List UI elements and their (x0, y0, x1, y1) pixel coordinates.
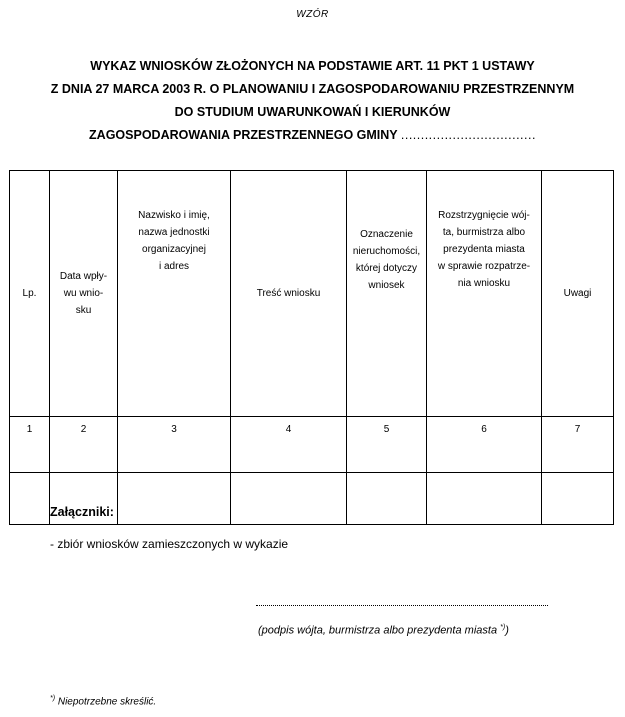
attachment-item: - zbiór wniosków zamieszczonych w wykazie (50, 537, 289, 551)
column-number: 4 (231, 417, 347, 473)
signature-caption-text: (podpis wójta, burmistrza albo prezydenta miasta (258, 624, 498, 637)
footnote (50, 695, 156, 707)
column-number: 3 (118, 417, 231, 473)
column-number: 2 (50, 417, 118, 473)
document-title (0, 55, 625, 147)
header-line: Data wpły- (59, 271, 108, 282)
header-line: Rozstrzygnięcie wój- (438, 210, 530, 221)
title-line-2: Z DNIA 27 MARCA 2003 R. O PLANOWANIU I ZAGOSPODAROWANIU PRZESTRZENNYM (50, 82, 575, 96)
column-number: 5 (347, 417, 427, 473)
header-line: której dotyczy (355, 263, 418, 274)
header-line: i adres (158, 261, 189, 272)
header-line: Nazwisko i imię, (138, 210, 210, 221)
header-line: Lp. (22, 288, 37, 299)
table-cell (347, 473, 427, 525)
header-line: Oznaczenie (360, 229, 413, 240)
footnote-text: Niepotrzebne skreślić. (55, 696, 157, 708)
title-line-1: WYKAZ WNIOSKÓW ZŁOŻONYCH NA PODSTAWIE ART. 11 PKT 1 USTAWY (90, 59, 535, 73)
title-line-3: DO STUDIUM UWARUNKOWAŃ I KIERUNKÓW (174, 105, 451, 119)
signature-caption (258, 624, 509, 637)
title-line-4-text: ZAGOSPODAROWANIA PRZESTRZENNEGO GMINY (89, 128, 398, 142)
header-line: nazwa jednostki (138, 227, 210, 238)
header-cell-data-wplywu (50, 171, 118, 417)
table-cell (427, 473, 542, 525)
signature-caption-close: ) (505, 624, 509, 637)
header-line: organizacyjnej (142, 244, 206, 255)
header-cell-lp (10, 171, 50, 417)
applications-table (9, 170, 614, 525)
column-number: 6 (427, 417, 542, 473)
column-number-row (10, 417, 614, 473)
column-number: 7 (542, 417, 614, 473)
header-line: wniosek (368, 280, 405, 291)
footnote-marker: *) (500, 624, 506, 631)
table-cell (542, 473, 614, 525)
table-cell (118, 473, 231, 525)
title-line-4 (0, 124, 625, 147)
table-cell (10, 473, 50, 525)
header-line: Treść wniosku (256, 288, 321, 299)
signature-line (256, 593, 548, 606)
header-line: nieruchomości, (352, 246, 421, 257)
header-line: w sprawie rozpatrze- (437, 261, 531, 272)
column-number: 1 (10, 417, 50, 473)
table-header-row (10, 171, 614, 417)
header-cell-tresc (231, 171, 347, 417)
attachments-label: Załączniki: (50, 505, 114, 519)
table-cell (231, 473, 347, 525)
header-cell-oznaczenie (347, 171, 427, 417)
header-line: wu wnio- (63, 288, 104, 299)
header-line: nia wniosku (457, 278, 511, 289)
header-cell-uwagi (542, 171, 614, 417)
header-line: ta, burmistrza albo (442, 227, 526, 238)
header-line: Uwagi (563, 288, 592, 299)
gmina-name-placeholder: .................................. (400, 128, 536, 142)
header-line: sku (75, 305, 92, 316)
header-cell-rozstrzygniecie (427, 171, 542, 417)
footnote-marker: *) (50, 695, 56, 702)
template-label: WZÓR (296, 9, 329, 20)
header-cell-nazwisko (118, 171, 231, 417)
header-line: prezydenta miasta (443, 244, 525, 255)
